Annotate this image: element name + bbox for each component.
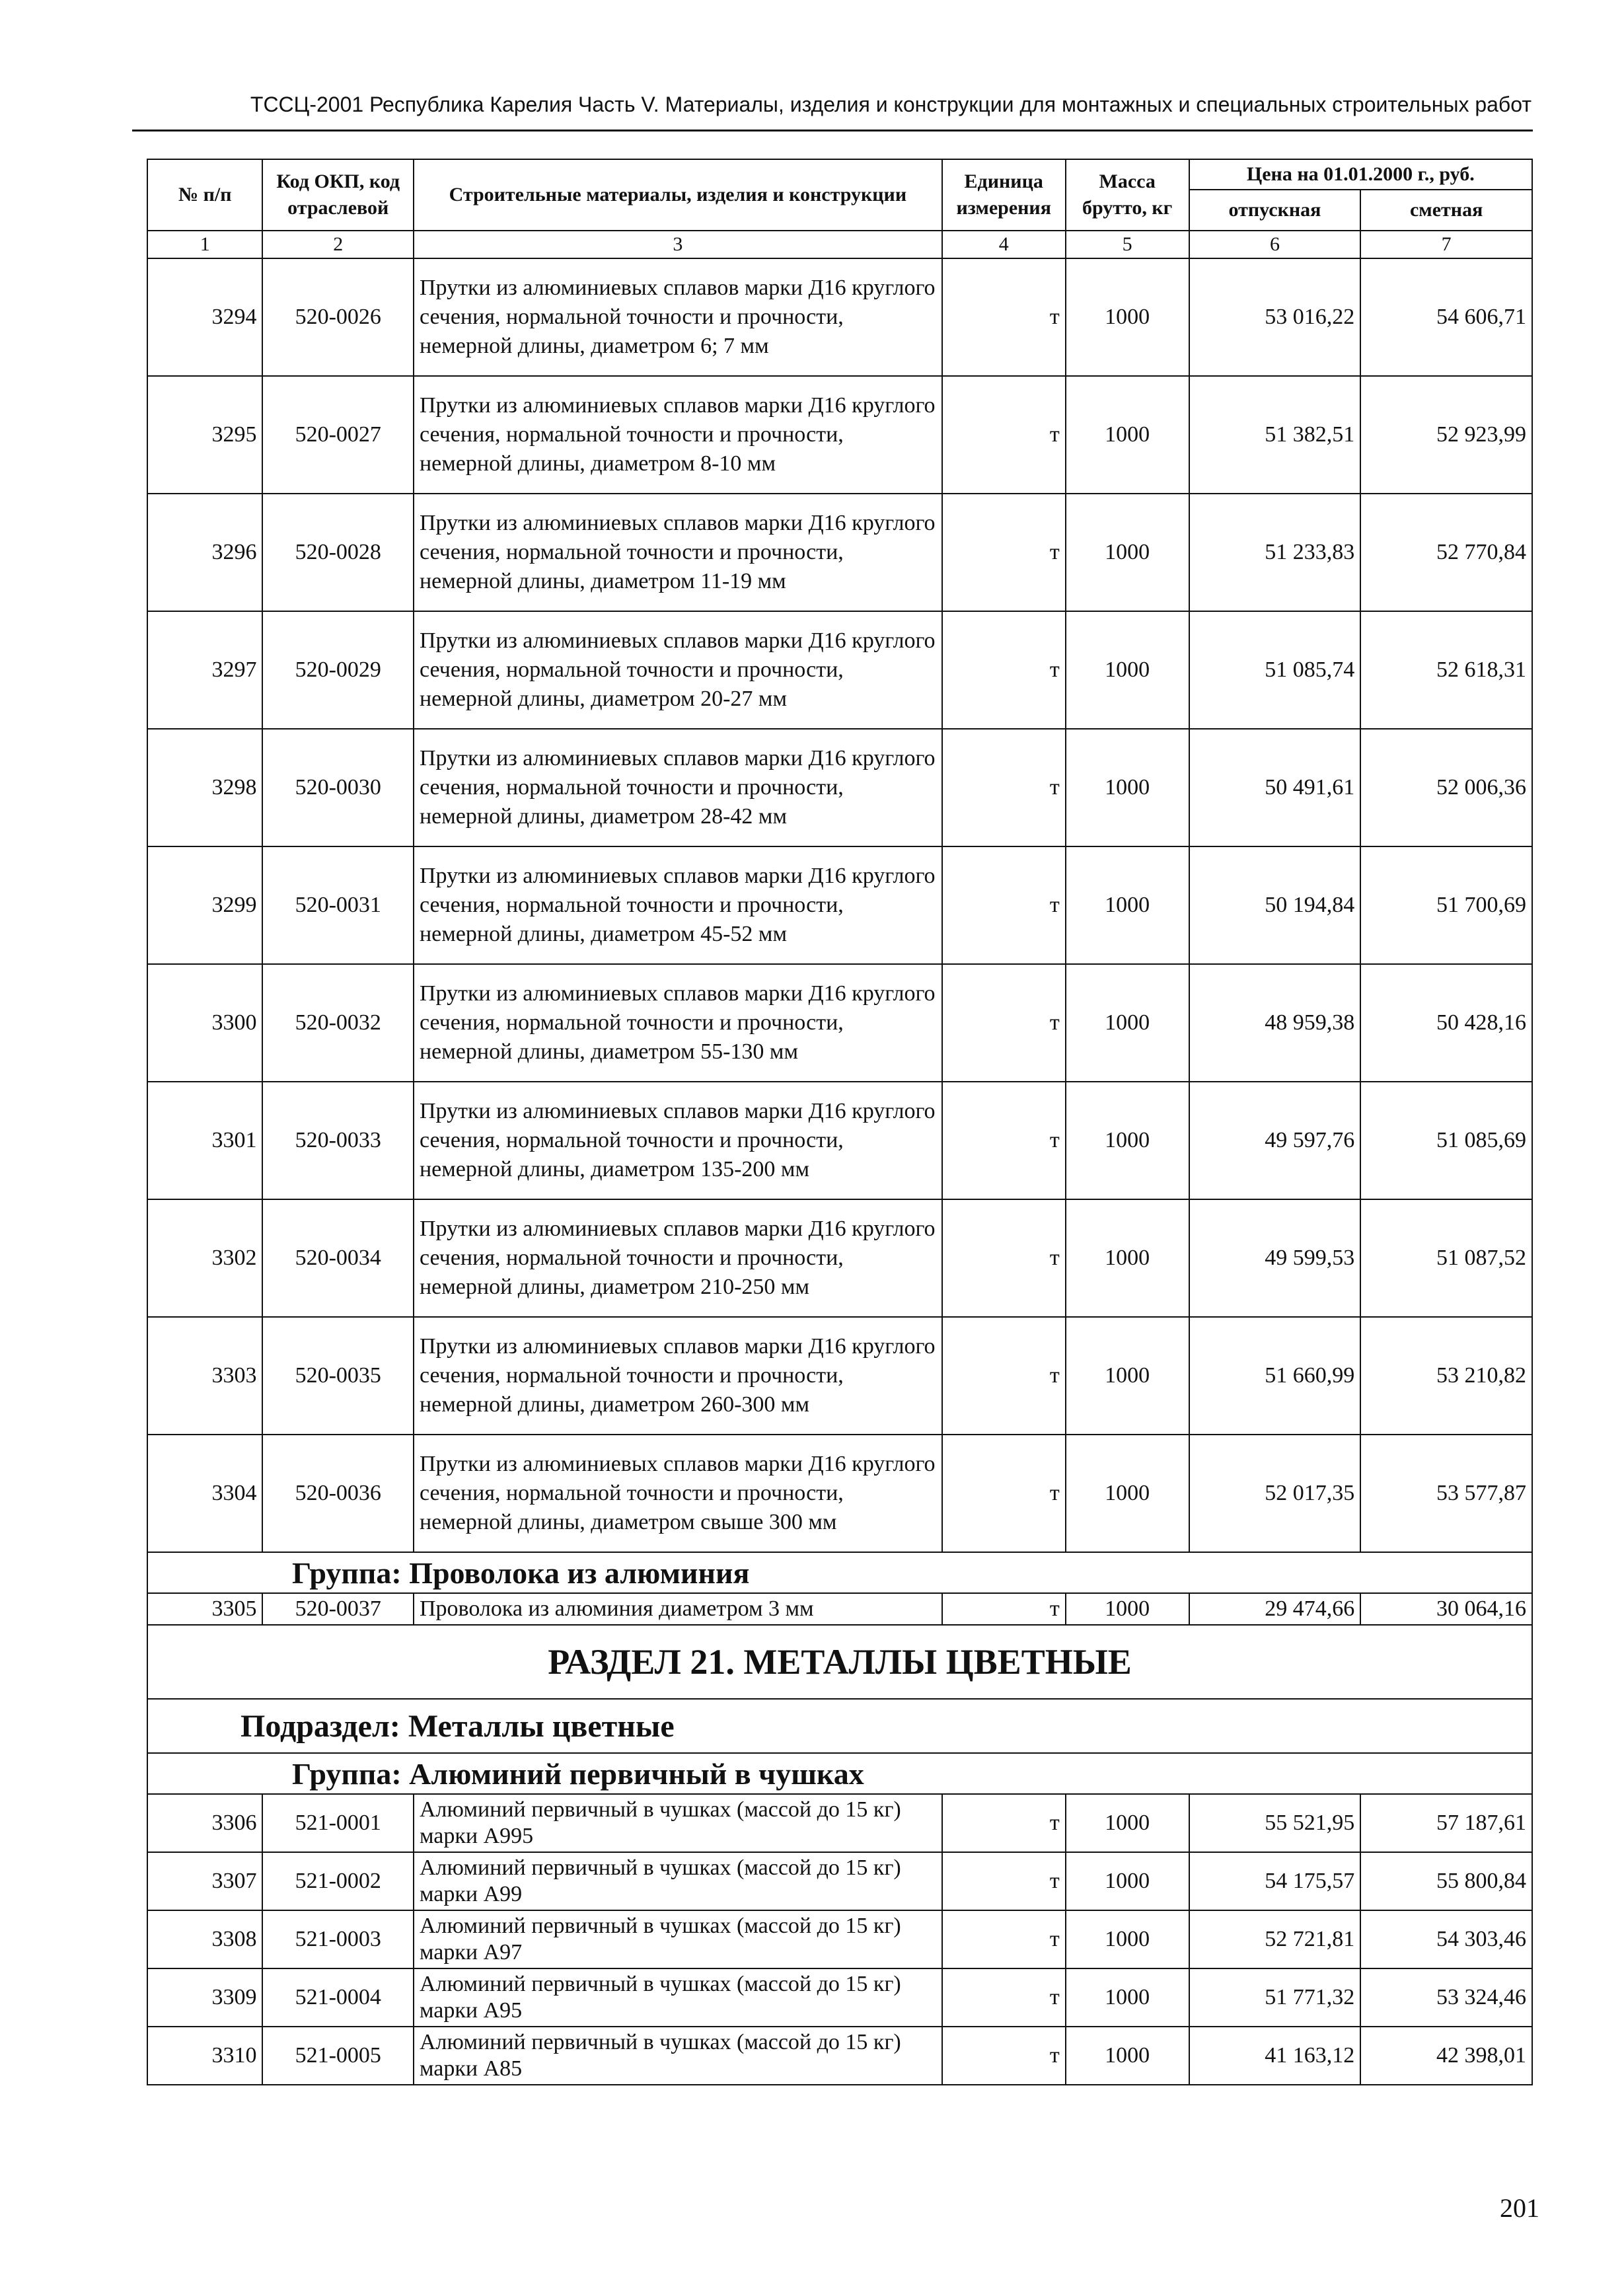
row-code: 520-0028 xyxy=(262,494,414,611)
column-number: 5 xyxy=(1066,231,1189,258)
row-price-release: 50 491,61 xyxy=(1189,729,1361,846)
header-price-release: отпускная xyxy=(1189,190,1361,231)
table-row xyxy=(147,1593,1532,1625)
row-mass: 1000 xyxy=(1066,729,1189,846)
row-unit: т xyxy=(942,1968,1066,2027)
row-mass: 1000 xyxy=(1066,1968,1189,2027)
column-number: 3 xyxy=(414,231,942,258)
column-number: 7 xyxy=(1360,231,1532,258)
row-code: 520-0032 xyxy=(262,964,414,1082)
row-number: 3303 xyxy=(147,1317,262,1435)
row-number: 3308 xyxy=(147,1910,262,1968)
row-name: Прутки из алюминиевых сплавов марки Д16 круглого сечения, нормальной точности и прочности, немерной длины, диаметром 11-19 мм xyxy=(414,494,942,611)
row-price-release: 51 085,74 xyxy=(1189,611,1361,729)
row-number: 3306 xyxy=(147,1794,262,1852)
row-name: Прутки из алюминиевых сплавов марки Д16 круглого сечения, нормальной точности и прочности, немерной длины, диаметром 260-300 мм xyxy=(414,1317,942,1435)
row-unit: т xyxy=(942,1435,1066,1552)
row-price-release: 52 017,35 xyxy=(1189,1435,1361,1552)
row-mass: 1000 xyxy=(1066,2027,1189,2085)
row-unit: т xyxy=(942,1794,1066,1852)
row-name: Прутки из алюминиевых сплавов марки Д16 круглого сечения, нормальной точности и прочности, немерной длины, диаметром 45-52 мм xyxy=(414,846,942,964)
row-price-release: 29 474,66 xyxy=(1189,1593,1361,1625)
row-price-estimate: 55 800,84 xyxy=(1360,1852,1532,1910)
row-price-release: 41 163,12 xyxy=(1189,2027,1361,2085)
row-mass: 1000 xyxy=(1066,258,1189,376)
row-mass: 1000 xyxy=(1066,1435,1189,1552)
row-name: Алюминий первичный в чушках (массой до 15 кг) марки А95 xyxy=(414,1968,942,2027)
row-name: Алюминий первичный в чушках (массой до 15 кг) марки А99 xyxy=(414,1852,942,1910)
table-row xyxy=(147,846,1532,964)
row-unit: т xyxy=(942,1317,1066,1435)
row-number: 3305 xyxy=(147,1593,262,1625)
row-price-release: 55 521,95 xyxy=(1189,1794,1361,1852)
page-header: ТССЦ-2001 Республика Карелия Часть V. Материалы, изделия и конструкции для монтажных и специальных строительных работ xyxy=(250,93,1532,116)
row-name: Прутки из алюминиевых сплавов марки Д16 круглого сечения, нормальной точности и прочности, немерной длины, диаметром 6; 7 мм xyxy=(414,258,942,376)
group-title: Группа: Алюминий первичный в чушках xyxy=(147,1753,1532,1794)
table-row xyxy=(147,1852,1532,1910)
row-unit: т xyxy=(942,258,1066,376)
header-num: № п/п xyxy=(147,159,262,231)
row-mass: 1000 xyxy=(1066,1910,1189,1968)
section-title-row xyxy=(147,1625,1532,1699)
table-row xyxy=(147,964,1532,1082)
row-mass: 1000 xyxy=(1066,1317,1189,1435)
row-price-release: 54 175,57 xyxy=(1189,1852,1361,1910)
column-number: 2 xyxy=(262,231,414,258)
header-rule xyxy=(132,130,1533,131)
row-price-estimate: 50 428,16 xyxy=(1360,964,1532,1082)
row-mass: 1000 xyxy=(1066,611,1189,729)
group-title-row xyxy=(147,1552,1532,1593)
subsection-title-row xyxy=(147,1699,1532,1753)
header-mass: Масса брутто, кг xyxy=(1066,159,1189,231)
table-head xyxy=(147,159,1532,258)
row-code: 520-0033 xyxy=(262,1082,414,1199)
header-code: Код ОКП, код отраслевой xyxy=(262,159,414,231)
row-price-estimate: 52 770,84 xyxy=(1360,494,1532,611)
table-row xyxy=(147,1968,1532,2027)
row-number: 3301 xyxy=(147,1082,262,1199)
table-row xyxy=(147,611,1532,729)
row-unit: т xyxy=(942,611,1066,729)
section-title: РАЗДЕЛ 21. МЕТАЛЛЫ ЦВЕТНЫЕ xyxy=(147,1625,1532,1699)
row-unit: т xyxy=(942,1593,1066,1625)
row-price-estimate: 53 577,87 xyxy=(1360,1435,1532,1552)
row-mass: 1000 xyxy=(1066,1082,1189,1199)
row-name: Алюминий первичный в чушках (массой до 15 кг) марки А995 xyxy=(414,1794,942,1852)
row-unit: т xyxy=(942,846,1066,964)
table-row xyxy=(147,1317,1532,1435)
row-code: 520-0036 xyxy=(262,1435,414,1552)
price-table xyxy=(147,159,1533,2085)
row-price-release: 50 194,84 xyxy=(1189,846,1361,964)
row-code: 520-0034 xyxy=(262,1199,414,1317)
row-unit: т xyxy=(942,1082,1066,1199)
header-price-group: Цена на 01.01.2000 г., руб. xyxy=(1189,159,1532,190)
row-number: 3300 xyxy=(147,964,262,1082)
header-price-estimate: сметная xyxy=(1360,190,1532,231)
row-number: 3297 xyxy=(147,611,262,729)
row-code: 520-0027 xyxy=(262,376,414,494)
row-unit: т xyxy=(942,729,1066,846)
row-code: 520-0030 xyxy=(262,729,414,846)
row-price-estimate: 53 210,82 xyxy=(1360,1317,1532,1435)
row-code: 520-0035 xyxy=(262,1317,414,1435)
row-price-release: 48 959,38 xyxy=(1189,964,1361,1082)
row-price-release: 51 660,99 xyxy=(1189,1317,1361,1435)
column-number: 6 xyxy=(1189,231,1361,258)
row-price-estimate: 53 324,46 xyxy=(1360,1968,1532,2027)
row-unit: т xyxy=(942,376,1066,494)
row-mass: 1000 xyxy=(1066,376,1189,494)
row-number: 3295 xyxy=(147,376,262,494)
page-number: 201 xyxy=(1500,2193,1539,2223)
row-code: 520-0029 xyxy=(262,611,414,729)
row-price-estimate: 42 398,01 xyxy=(1360,2027,1532,2085)
column-number: 1 xyxy=(147,231,262,258)
row-price-estimate: 54 303,46 xyxy=(1360,1910,1532,1968)
row-mass: 1000 xyxy=(1066,1199,1189,1317)
row-name: Прутки из алюминиевых сплавов марки Д16 круглого сечения, нормальной точности и прочности, немерной длины, диаметром 20-27 мм xyxy=(414,611,942,729)
row-name: Прутки из алюминиевых сплавов марки Д16 круглого сечения, нормальной точности и прочности, немерной длины, диаметром свыше 300 мм xyxy=(414,1435,942,1552)
row-code: 520-0026 xyxy=(262,258,414,376)
row-mass: 1000 xyxy=(1066,494,1189,611)
row-price-release: 51 382,51 xyxy=(1189,376,1361,494)
row-price-estimate: 52 923,99 xyxy=(1360,376,1532,494)
table-row xyxy=(147,2027,1532,2085)
row-name: Прутки из алюминиевых сплавов марки Д16 круглого сечения, нормальной точности и прочности, немерной длины, диаметром 210-250 мм xyxy=(414,1199,942,1317)
table-row xyxy=(147,494,1532,611)
row-unit: т xyxy=(942,2027,1066,2085)
row-name: Алюминий первичный в чушках (массой до 15 кг) марки А97 xyxy=(414,1910,942,1968)
row-code: 521-0002 xyxy=(262,1852,414,1910)
row-code: 520-0037 xyxy=(262,1593,414,1625)
table-row xyxy=(147,1794,1532,1852)
row-name: Прутки из алюминиевых сплавов марки Д16 круглого сечения, нормальной точности и прочности, немерной длины, диаметром 28-42 мм xyxy=(414,729,942,846)
row-name: Прутки из алюминиевых сплавов марки Д16 круглого сечения, нормальной точности и прочности, немерной длины, диаметром 135-200 мм xyxy=(414,1082,942,1199)
row-code: 521-0001 xyxy=(262,1794,414,1852)
row-number: 3294 xyxy=(147,258,262,376)
row-unit: т xyxy=(942,1199,1066,1317)
row-number: 3307 xyxy=(147,1852,262,1910)
row-price-release: 51 233,83 xyxy=(1189,494,1361,611)
table-row xyxy=(147,729,1532,846)
group-title-row xyxy=(147,1753,1532,1794)
row-price-release: 49 599,53 xyxy=(1189,1199,1361,1317)
row-price-release: 51 771,32 xyxy=(1189,1968,1361,2027)
row-number: 3310 xyxy=(147,2027,262,2085)
row-name: Проволока из алюминия диаметром 3 мм xyxy=(414,1593,942,1625)
row-price-estimate: 52 618,31 xyxy=(1360,611,1532,729)
table-row xyxy=(147,1199,1532,1317)
table-body xyxy=(147,258,1532,2085)
row-mass: 1000 xyxy=(1066,1852,1189,1910)
row-price-release: 49 597,76 xyxy=(1189,1082,1361,1199)
header-unit: Единица измерения xyxy=(942,159,1066,231)
row-number: 3304 xyxy=(147,1435,262,1552)
row-code: 521-0003 xyxy=(262,1910,414,1968)
row-number: 3299 xyxy=(147,846,262,964)
table-row xyxy=(147,1910,1532,1968)
row-code: 520-0031 xyxy=(262,846,414,964)
row-mass: 1000 xyxy=(1066,1593,1189,1625)
row-price-estimate: 51 087,52 xyxy=(1360,1199,1532,1317)
row-price-estimate: 57 187,61 xyxy=(1360,1794,1532,1852)
table-row xyxy=(147,258,1532,376)
row-unit: т xyxy=(942,1910,1066,1968)
group-title: Группа: Проволока из алюминия xyxy=(147,1552,1532,1593)
row-number: 3302 xyxy=(147,1199,262,1317)
table-row xyxy=(147,1435,1532,1552)
table-row xyxy=(147,1082,1532,1199)
row-mass: 1000 xyxy=(1066,1794,1189,1852)
row-name: Прутки из алюминиевых сплавов марки Д16 круглого сечения, нормальной точности и прочности, немерной длины, диаметром 8-10 мм xyxy=(414,376,942,494)
row-number: 3296 xyxy=(147,494,262,611)
row-code: 521-0004 xyxy=(262,1968,414,2027)
row-number: 3298 xyxy=(147,729,262,846)
row-price-estimate: 51 085,69 xyxy=(1360,1082,1532,1199)
row-name: Прутки из алюминиевых сплавов марки Д16 круглого сечения, нормальной точности и прочности, немерной длины, диаметром 55-130 мм xyxy=(414,964,942,1082)
row-price-estimate: 52 006,36 xyxy=(1360,729,1532,846)
row-code: 521-0005 xyxy=(262,2027,414,2085)
row-mass: 1000 xyxy=(1066,846,1189,964)
row-unit: т xyxy=(942,494,1066,611)
row-number: 3309 xyxy=(147,1968,262,2027)
row-unit: т xyxy=(942,964,1066,1082)
subsection-title: Подраздел: Металлы цветные xyxy=(147,1699,1532,1753)
row-price-estimate: 51 700,69 xyxy=(1360,846,1532,964)
row-unit: т xyxy=(942,1852,1066,1910)
header-name: Строительные материалы, изделия и конструкции xyxy=(414,159,942,231)
row-mass: 1000 xyxy=(1066,964,1189,1082)
row-price-estimate: 54 606,71 xyxy=(1360,258,1532,376)
column-number: 4 xyxy=(942,231,1066,258)
row-price-estimate: 30 064,16 xyxy=(1360,1593,1532,1625)
table-row xyxy=(147,376,1532,494)
row-price-release: 52 721,81 xyxy=(1189,1910,1361,1968)
row-price-release: 53 016,22 xyxy=(1189,258,1361,376)
row-name: Алюминий первичный в чушках (массой до 15 кг) марки А85 xyxy=(414,2027,942,2085)
column-number-row xyxy=(147,231,1532,258)
